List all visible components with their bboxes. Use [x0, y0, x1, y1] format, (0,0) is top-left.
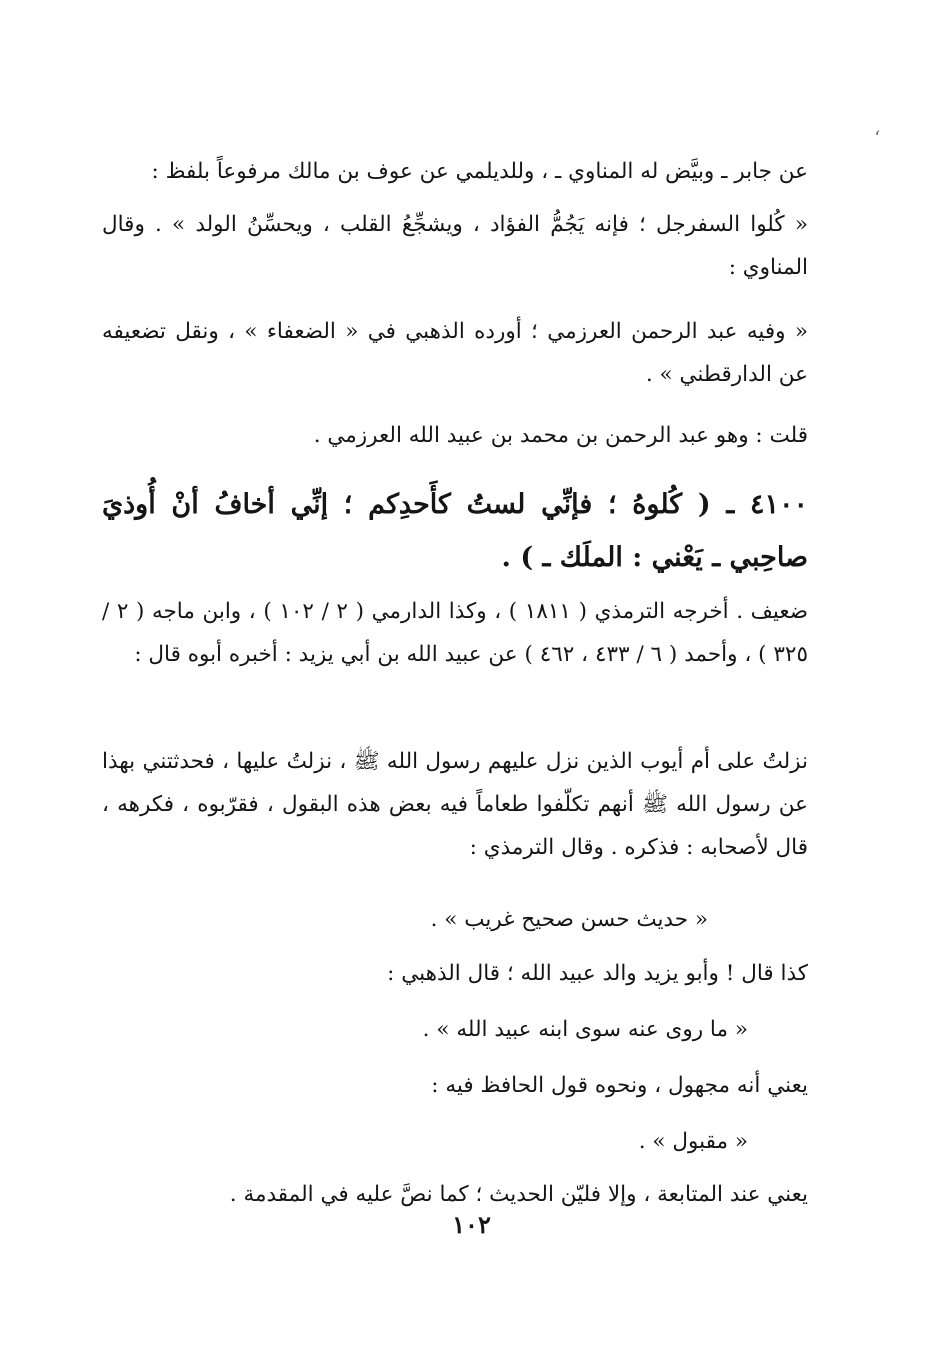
- paragraph-quote-arzami: « وفيه عبد الرحمن العرزمي ؛ أورده الذهبي في « الضعفاء » ، ونقل تضعيفه عن الدارقطني » .: [102, 319, 808, 387]
- paragraph-narration: نزلتُ على أم أيوب الذين نزل عليهم رسول الله ﷺ ، نزلتُ عليها ، فحدثتني بهذا عن رسول الله ﷺ أنهم تكلّفوا طعاماً فيه بعض هذه البقول ، فقرّبوه ، فكرهه ، قال لأصحابه : فذكره . وقال الترمذي :: [102, 749, 808, 860]
- page-number: ١٠٢: [452, 1210, 491, 1239]
- paragraph-intro: عن جابر ـ وبيَّض له المناوي ـ ، وللديلمي عن عوف بن مالك مرفوعاً بلفظ :: [151, 159, 808, 184]
- paragraph-qultu: قلت : وهو عبد الرحمن بن محمد بن عبيد الله العرزمي .: [313, 423, 808, 448]
- paragraph-takhrij: ضعيف . أخرجه الترمذي ( ١٨١١ ) ، وكذا الدارمي ( ٢ / ١٠٢ ) ، وابن ماجه ( ٢ / ٣٢٥ ) ، وأحمد ( ٦ / ٤٣٣ ، ٤٦٢ ) عن عبيد الله بن أبي يزيد : أخبره أبوه قال :: [102, 599, 809, 667]
- hadith-heading: ٤١٠٠ ـ ( كُلوهُ ؛ فإنِّي لستُ كأَحدِكم ؛ إنِّي أخافُ أنْ أُوذيَ صاحِبي ـ يَعْني : الملَك ـ ) .: [102, 489, 808, 573]
- quote-dhahabi: « ما روى عنه سوى ابنه عبيد الله » .: [422, 1017, 748, 1042]
- paragraph-mutaba: يعني عند المتابعة ، وإلا فليّن الحديث ؛ كما نصَّ عليه في المقدمة .: [229, 1182, 808, 1207]
- quote-maqbul: « مقبول » .: [638, 1129, 748, 1154]
- paragraph-kadha-qal: كذا قال ! وأبو يزيد والد عبيد الله ؛ قال الذهبي :: [387, 961, 808, 986]
- corner-mark: ʻ: [874, 126, 881, 150]
- quote-tirmidhi: « حديث حسن صحيح غريب » .: [430, 907, 708, 932]
- paragraph-quote-safarjal: « كُلوا السفرجل ؛ فإنه يَجُمُّ الفؤاد ، ويشجِّعُ القلب ، ويحسِّنُ الولد » . وقال المناوي :: [102, 212, 808, 280]
- paragraph-majhul: يعني أنه مجهول ، ونحوه قول الحافظ فيه :: [431, 1073, 808, 1098]
